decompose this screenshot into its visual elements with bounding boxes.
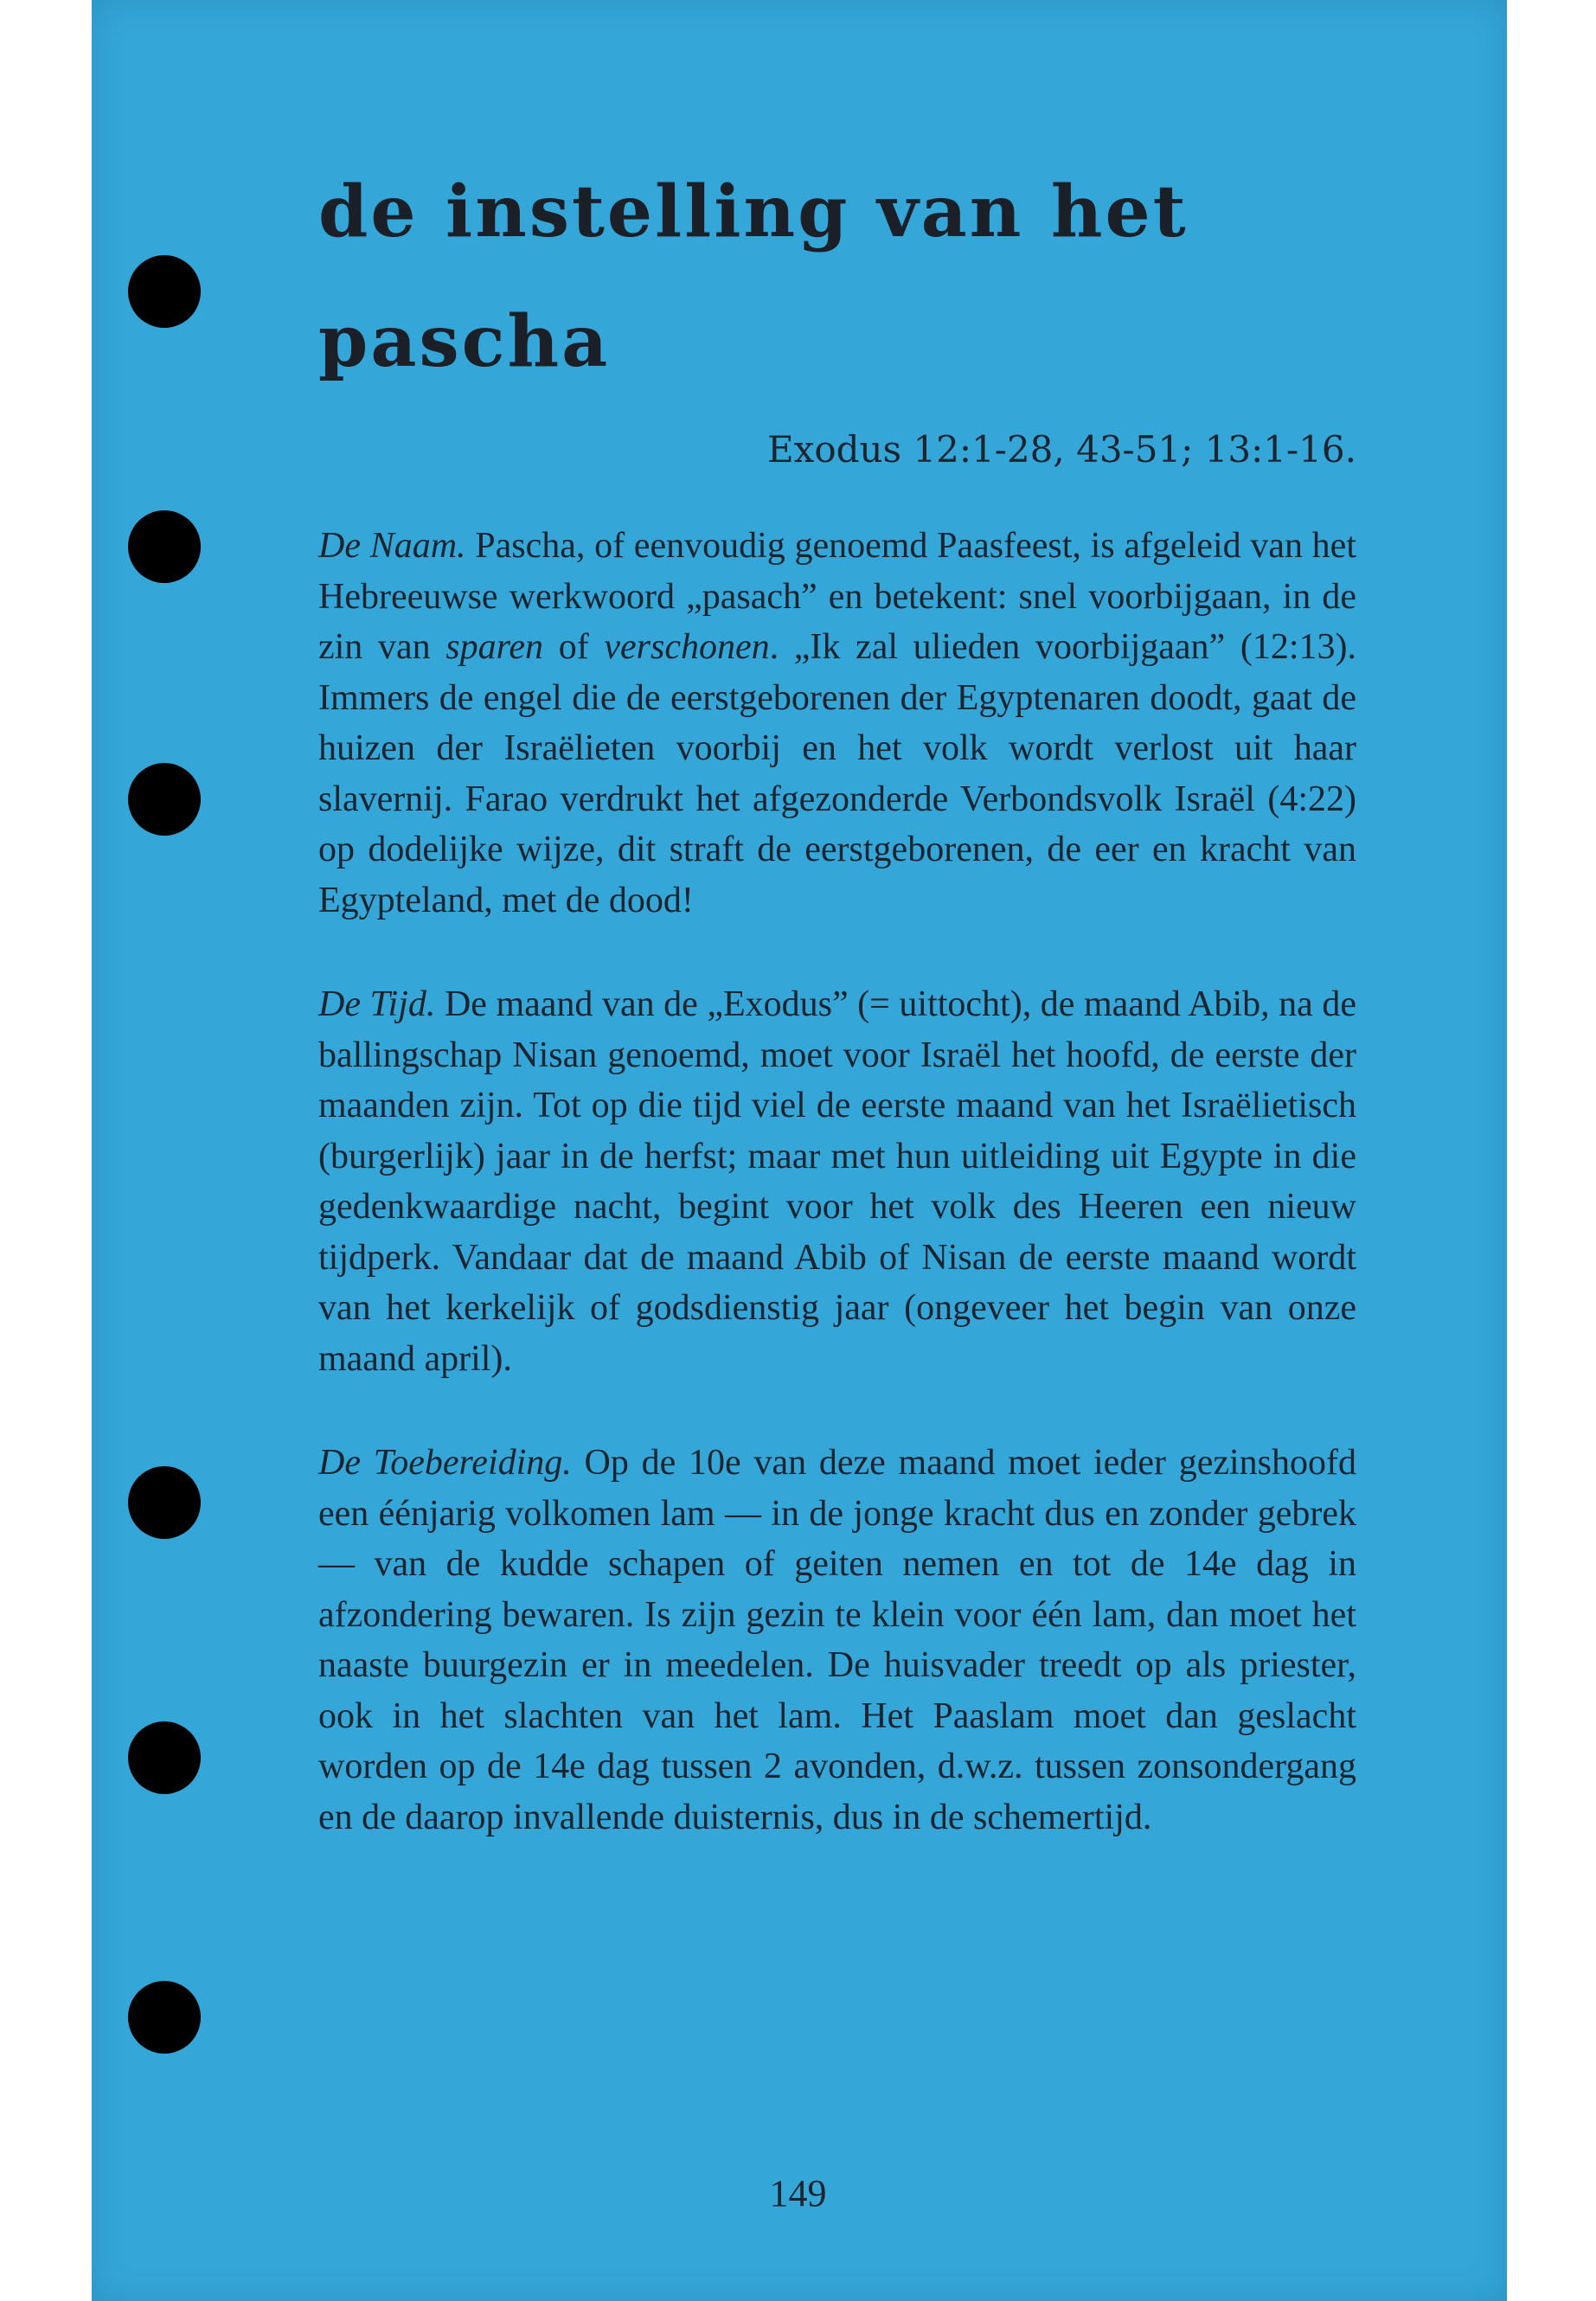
scripture-reference: Exodus 12:1-28, 43-51; 13:1-16. bbox=[766, 428, 1356, 471]
page-content bbox=[318, 147, 1356, 1896]
paragraph-text: of bbox=[543, 627, 605, 667]
page-title: de instelling van het pascha bbox=[318, 170, 1189, 383]
paragraph-heading: De Toebereiding. bbox=[318, 1443, 572, 1483]
paragraph-heading: De Naam. bbox=[318, 526, 466, 566]
paragraph-text: Op de 10e van deze maand moet ieder gezinshoofd een éénjarig volkomen lam — in de jonge kracht dus en zonder gebrek — van de kudde schapen of geiten nemen en tot de 14e dag in afzondering bewaren. Is zijn gezin te klein voor één lam, dan moet het naaste buurgezin er in meedelen. De huisvader treedt op als priester, ook in het slachten van het lam. Het Paaslam moet dan geslacht worden op de 14e dag tussen 2 avonden, d.w.z. tussen zonsondergang en de daarop invallende duisternis, dus in de schemertijd. bbox=[318, 1443, 1356, 1837]
paragraph-text: . „Ik zal ulieden voorbijgaan” (12:13). Immers de engel die de eerstgeborenen der Egyptenaren doodt, gaat de huizen der Israëlieten voorbij en het volk wordt verlost uit haar slavernij. Farao verdrukt het afgezonderde Verbondsvolk Israël (4:22) op dodelijke wijze, dit straft de eerstgeborenen, de eer en kracht van Egypteland, met de dood! bbox=[318, 627, 1356, 920]
page-number: 149 bbox=[769, 2172, 827, 2214]
emphasis-text: sparen bbox=[445, 627, 544, 667]
binder-hole-6 bbox=[128, 1981, 201, 2054]
binder-hole-4 bbox=[128, 1466, 201, 1539]
paragraph-text: Pascha, of eenvoudig genoemd Paasfeest, is afgeleid van het Hebreeuwse werkwoord „pasach” en betekent: snel voorbijgaan, in de zin van bbox=[318, 526, 1356, 667]
binder-hole-5 bbox=[128, 1721, 201, 1794]
paragraph-text: De maand van de „Exodus” (= uittocht), de maand Abib, na de ballingschap Nisan genoemd, moet voor Israël het hoofd, de eerste der maanden zijn. Tot op die tijd viel de eerste maand van het Israëlietisch (burgerlijk) jaar in de herfst; maar met hun uitleiding uit Egypte in die gedenkwaardige nacht, begint voor het volk des Heeren een nieuw tijdperk. Vandaar dat de maand Abib of Nisan de eerste maand wordt van het kerkelijk of godsdienstig jaar (ongeveer het begin van onze maand april). bbox=[318, 984, 1356, 1379]
paragraph-de-tijd bbox=[318, 979, 1356, 1384]
paragraph-de-naam bbox=[318, 521, 1356, 926]
binder-hole-3 bbox=[128, 763, 201, 836]
paragraph-heading: De Tijd. bbox=[318, 984, 436, 1024]
emphasis-text: verschonen bbox=[604, 627, 770, 667]
binder-hole-1 bbox=[128, 255, 201, 328]
binder-hole-2 bbox=[128, 510, 201, 583]
paragraph-de-toebereiding bbox=[318, 1438, 1356, 1843]
